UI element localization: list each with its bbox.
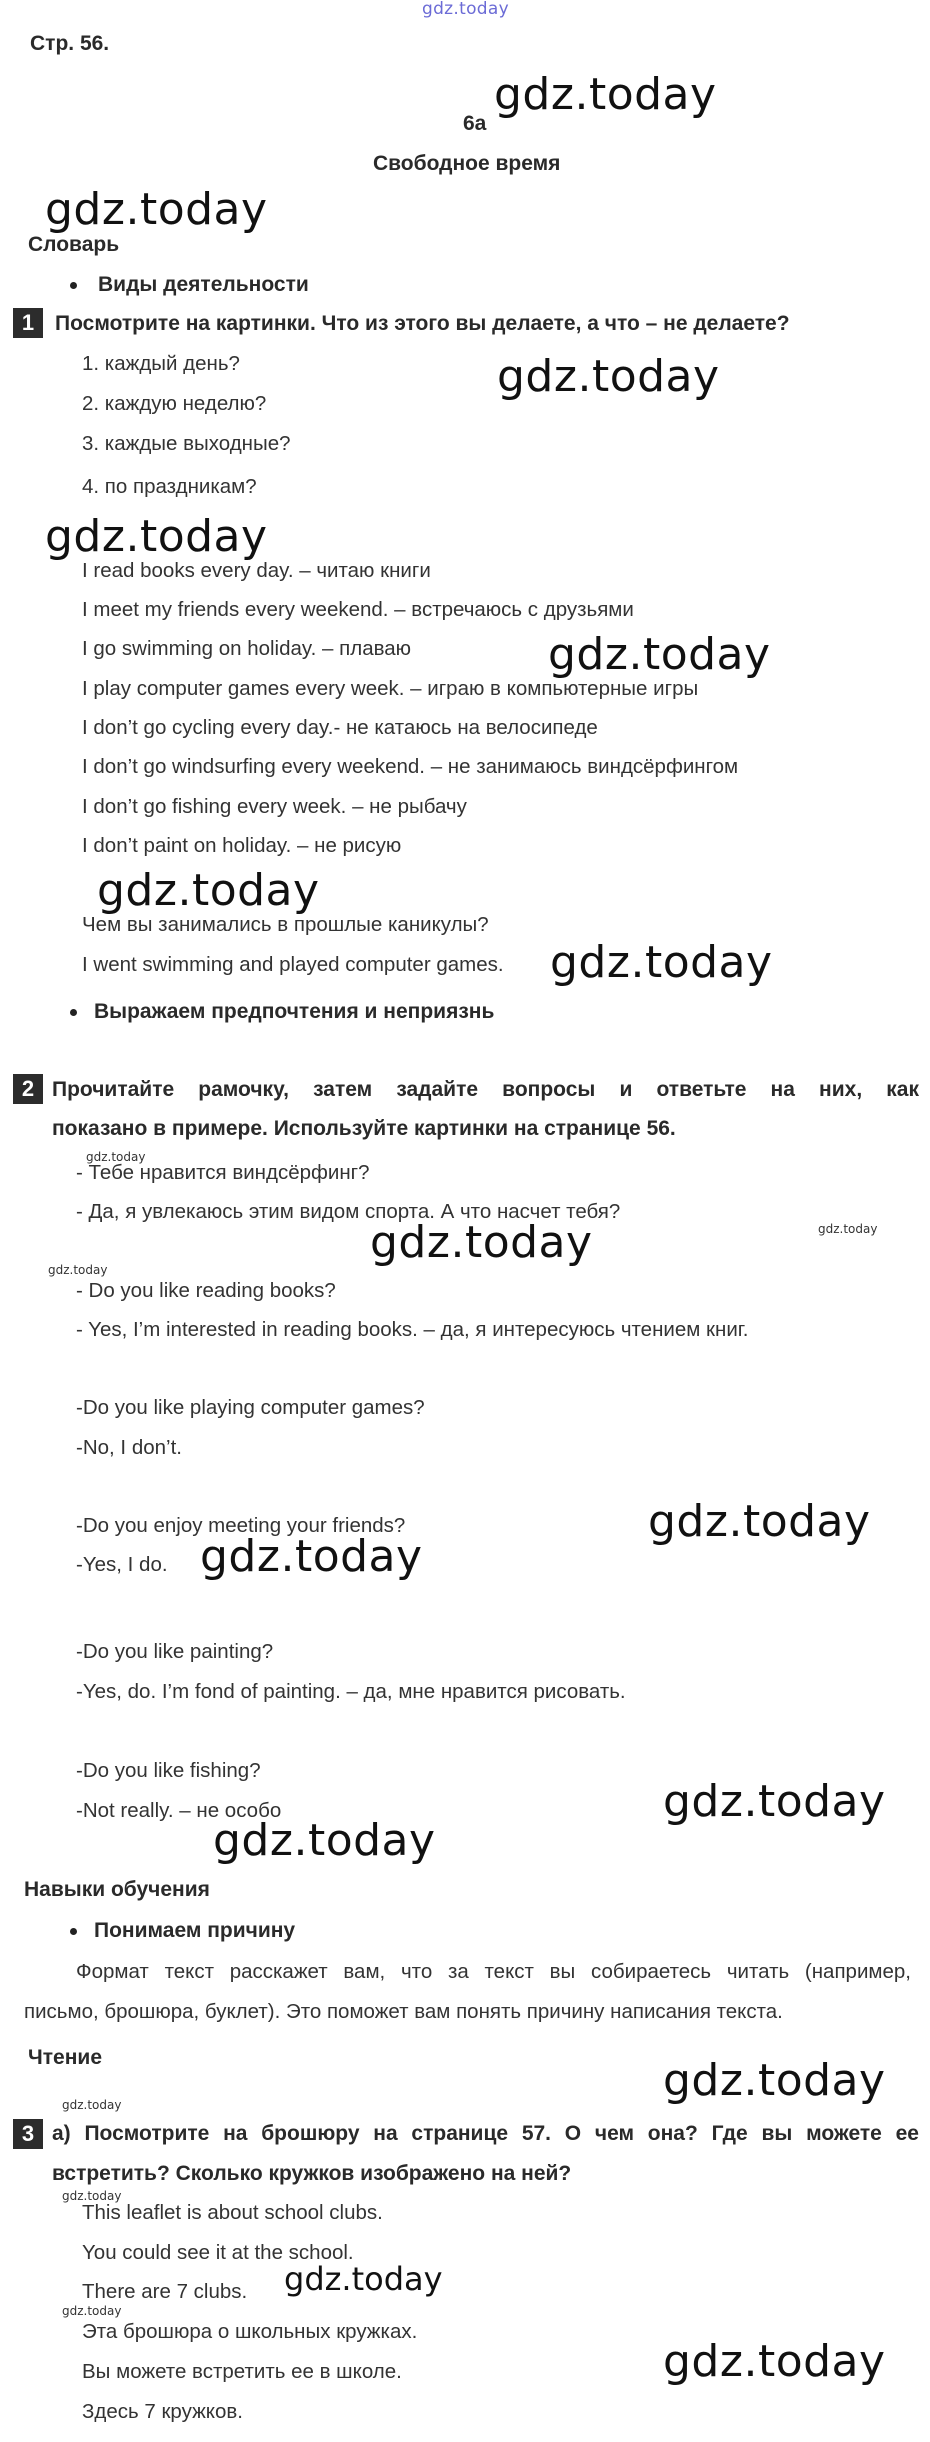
task1-answer: I don’t paint on holiday. – не рисую [82, 834, 402, 857]
watermark: gdz.today [663, 2336, 886, 2387]
bullet-icon [70, 1009, 77, 1016]
skills-paragraph-line1: Формат текст расскажет вам, что за текст вы собираетесь читать (например, [76, 1960, 911, 1983]
task2-instruction-line1: Прочитайте рамочку, затем задайте вопросы и ответьте на них, как [52, 1078, 919, 1101]
watermark: gdz.today [663, 1776, 886, 1827]
bullet-icon [70, 282, 77, 289]
watermark: gdz.today [45, 511, 268, 562]
watermark: gdz.today [213, 1815, 436, 1866]
small-watermark: gdz.today [86, 1150, 146, 1164]
task1-question: 1. каждый день? [82, 352, 240, 375]
small-watermark: gdz.today [818, 1222, 878, 1236]
dialog-line: -Not really. – не особо [76, 1799, 282, 1822]
task1-question-last: Чем вы занимались в прошлые каникулы? [82, 913, 489, 936]
watermark: gdz.today [45, 184, 268, 235]
task1-instruction: Посмотрите на картинки. Что из этого вы делаете, а что – не делаете? [55, 312, 790, 335]
dialog-line: -Do you like fishing? [76, 1759, 261, 1782]
task1-answer: I read books every day. – читаю книги [82, 559, 431, 582]
task3-answer: Здесь 7 кружков. [82, 2400, 243, 2423]
bullet-reason: Понимаем причину [94, 1919, 296, 1942]
dialog-line: -No, I don’t. [76, 1436, 182, 1459]
small-watermark: gdz.today [62, 2304, 122, 2318]
task1-answer: I don’t go cycling every day.- не катаюсь на велосипеде [82, 716, 598, 739]
task1-question: 3. каждые выходные? [82, 432, 291, 455]
section-heading-skills: Навыки обучения [24, 1878, 210, 1901]
small-watermark: gdz.today [48, 1263, 108, 1277]
watermark: gdz.today [97, 865, 320, 916]
task3-answer: You could see it at the school. [82, 2241, 354, 2264]
dialog-line: -Do you like painting? [76, 1640, 274, 1663]
dialog-line: -Yes, I do. [76, 1553, 168, 1576]
task1-answer: I go swimming on holiday. – плаваю [82, 637, 412, 660]
task3-answer: Эта брошюра о школьных кружках. [82, 2320, 418, 2343]
lesson-number: 6a [463, 112, 487, 135]
watermark: gdz.today [284, 2260, 443, 2298]
task2-example-answer: - Да, я увлекаюсь этим видом спорта. А что насчет тебя? [76, 1200, 621, 1223]
task2-instruction-line2: показано в примере. Используйте картинки на странице 56. [52, 1117, 676, 1140]
task1-answer: I play computer games every week. – играю в компьютерные игры [82, 677, 699, 700]
watermark: gdz.today [648, 1496, 871, 1547]
watermark: gdz.today [370, 1217, 593, 1268]
task1-answer: I meet my friends every weekend. – встречаюсь с друзьями [82, 598, 634, 621]
task3-answer: Вы можете встретить ее в школе. [82, 2360, 402, 2383]
dialog-line: - Yes, I’m interested in reading books. – да, я интересуюсь чтением книг. [76, 1318, 749, 1341]
small-watermark: gdz.today [62, 2098, 122, 2112]
watermark: gdz.today [663, 2055, 886, 2106]
task1-answer-last: I went swimming and played computer games. [82, 953, 504, 976]
top-watermark: gdz.today [422, 0, 509, 19]
dialog-line: - Do you like reading books? [76, 1279, 336, 1302]
watermark: gdz.today [550, 937, 773, 988]
section-heading-vocabulary: Словарь [28, 233, 120, 256]
watermark: gdz.today [494, 69, 717, 120]
dialog-line: -Do you enjoy meeting your friends? [76, 1514, 406, 1537]
bullet-activities: Виды деятельности [98, 273, 309, 296]
task1-answer: I don’t go fishing every week. – не рыбачу [82, 795, 467, 818]
section-heading-reading: Чтение [28, 2046, 102, 2069]
page-title: Свободное время [373, 152, 561, 175]
watermark: gdz.today [497, 351, 720, 402]
task3-instruction-line1: а) Посмотрите на брошюру на странице 57. О чем она? Где вы можете ее [52, 2122, 919, 2145]
small-watermark: gdz.today [62, 2189, 122, 2203]
task-number-3: 3 [13, 2119, 43, 2149]
task3-answer: There are 7 clubs. [82, 2280, 248, 2303]
dialog-line: -Yes, do. I’m fond of painting. – да, мне нравится рисовать. [76, 1680, 626, 1703]
bullet-preferences: Выражаем предпочтения и неприязнь [94, 1000, 495, 1023]
task-number-2: 2 [13, 1074, 43, 1104]
task-number-1: 1 [13, 308, 43, 338]
task1-question: 2. каждую неделю? [82, 392, 267, 415]
task2-example-question: - Тебе нравится виндсёрфинг? [76, 1161, 370, 1184]
bullet-icon [70, 1928, 77, 1935]
task1-question: 4. по праздникам? [82, 475, 257, 498]
dialog-line: -Do you like playing computer games? [76, 1396, 425, 1419]
page-ref: Стр. 56. [30, 32, 110, 55]
skills-paragraph-line2: письмо, брошюра, буклет). Это поможет вам понять причину написания текста. [24, 2000, 783, 2023]
task1-answer: I don’t go windsurfing every weekend. – не занимаюсь виндсёрфингом [82, 755, 739, 778]
task3-instruction-line2: встретить? Сколько кружков изображено на ней? [52, 2162, 572, 2185]
task3-answer: This leaflet is about school clubs. [82, 2201, 383, 2224]
watermark: gdz.today [548, 629, 771, 680]
watermark: gdz.today [200, 1531, 423, 1582]
